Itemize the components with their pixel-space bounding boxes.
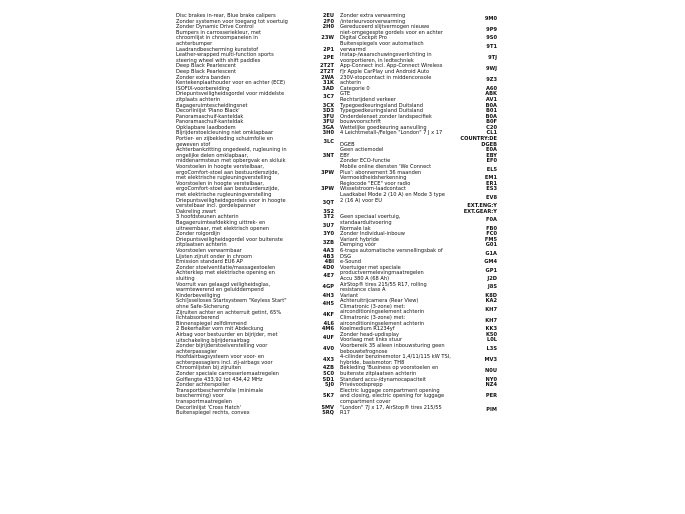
option-description: Bumpers in carrosseriekleur, met chroomlijst in chroompanelen in achterbumper <box>176 29 261 47</box>
option-description: 3 hoofdsteunen achterin <box>176 214 239 221</box>
option-description: Lijsten zijruit onder in chroom <box>176 253 253 260</box>
option-code: ES3 <box>486 186 497 193</box>
option-code: 2T2T <box>319 68 334 75</box>
option-code: 9P9 <box>486 26 497 33</box>
option-code: COUNTRY:DE <box>460 136 497 143</box>
option-description: Deep Black Pearlescent <box>176 63 237 70</box>
option-code: EF0 <box>486 158 497 165</box>
option-code: L0L <box>486 337 497 344</box>
option-code: 2PE <box>323 54 334 61</box>
option-code: J2D <box>487 275 497 282</box>
option-description: Leather-wrapped multi-function sports steering wheel with shift paddles <box>176 52 274 64</box>
option-description: Voorruit van gelaagd veiligheidsglas, warmtewerend en geluiddempend <box>176 281 271 294</box>
option-code: FM5 <box>484 236 497 243</box>
option-description: Airbag voor bestuurder en bijrijder, met uitschakeling bijrijdersairbag <box>176 331 278 344</box>
option-code: 3H0 <box>322 130 334 137</box>
option-description: Zonder rolgordijn <box>176 231 221 238</box>
option-description: Gereduceerd slijtvermogen nieuwe niet-omgegespte gordels voor en achter <box>340 24 443 36</box>
option-description: Voertuiger met speciale productvermelevingmaatregelen <box>340 264 424 277</box>
option-description: Zonder bijrijderstoelverstelling voor achterpassagier <box>176 343 268 355</box>
option-description: 2 Bekerhalter vorn mit Abdeckung <box>176 326 264 333</box>
option-description: Hoofdairbagsysteem voor voor- en achterpassagiers incl. zij-airbags voor <box>176 354 273 366</box>
option-code: 2F0 <box>323 18 334 25</box>
option-description: Panoramaschuif-kanteldak <box>176 113 244 120</box>
option-code: 4L6 <box>323 320 334 327</box>
option-description: Schl]sselloses Startsysteem "Keyless Start" ohne Safe-Sicherung <box>176 298 287 310</box>
option-code: 3GA <box>322 124 334 131</box>
option-description: Bagageruimtescheidingsnet <box>176 102 248 109</box>
option-code: J8S <box>487 284 497 291</box>
option-code: 2H0 <box>322 24 334 31</box>
option-description: bouwvoorschrift <box>340 119 381 126</box>
option-code: 23W <box>321 35 334 42</box>
option-code: 9WJ <box>485 66 497 73</box>
option-code: 4BI <box>324 259 334 266</box>
option-code: NY0 <box>485 376 497 383</box>
option-code: E0A <box>486 147 497 154</box>
option-description: Zonder stoelventilatie/massagestoelen <box>176 264 276 271</box>
option-code: F0A <box>486 217 497 224</box>
option-code: B0A <box>485 113 497 120</box>
option-description: Laadkabel Mode 2 (10 A) en Mode 3 type 2 (16 A) voor EU <box>340 192 445 204</box>
option-code: 31K <box>322 80 334 87</box>
option-code: 3LC <box>323 138 334 145</box>
option-code: 4B3 <box>323 253 334 260</box>
option-description: "London" 7J x 17, AirStop® tires 215/55 R17 <box>340 404 442 417</box>
option-code: L3S <box>486 345 497 352</box>
option-code: PER <box>485 393 497 400</box>
option-code: A60 <box>485 85 497 92</box>
option-description: Typegoedkeuringsland Duitsland <box>340 108 424 115</box>
option-code: 3NT <box>322 152 334 159</box>
option-description: Electric luggage compartment opening and closing, electric opening for luggage compartment cover <box>340 387 445 405</box>
option-code: 3FU <box>322 119 334 126</box>
option-code: EXT.ENG:Y <box>467 203 497 210</box>
option-description: Geen speciaal voertuig, standaarduitvoering <box>340 214 401 226</box>
option-code: B0A <box>485 102 497 109</box>
option-description: Zonder achterspoiler <box>176 382 230 389</box>
option-description: Zonder speciale carrosseriemaatregelen <box>176 371 280 378</box>
right-code-column <box>460 14 497 417</box>
option-description: Koelmedium R1234yf <box>340 326 395 333</box>
option-description: Mobile online diensten 'We Connect Plus': abonnement 36 maanden <box>340 164 432 176</box>
option-description: Wettelijke goedkeuring aanvulling <box>340 124 427 131</box>
option-description: 6-traps automatische versnellingsbak of DSG <box>340 247 443 260</box>
option-code: ABK <box>485 91 497 98</box>
option-description: Golflengte 433,92 tot 434,42 MHz <box>176 376 263 383</box>
option-description: Zonder Dynamic Drive Control <box>176 24 254 31</box>
option-description: Achterklep met elektrische opening en sluiting <box>176 270 275 282</box>
option-description: Voorstoelen in hoogte verstelbaar, ergoComfort-stoel aan bestuurderszijde, met elektrische rugleuningverstelling <box>176 164 280 182</box>
option-code: 4A3 <box>322 248 334 254</box>
option-code: FC0 <box>486 231 497 238</box>
option-code: 5K7 <box>322 393 334 400</box>
option-description: Dakreling zwart <box>176 208 217 215</box>
option-description: EBY <box>340 152 350 159</box>
option-description: Deep Black Pearlescent <box>176 68 237 75</box>
option-code: MV3 <box>484 357 497 364</box>
option-code: 4H5 <box>322 301 334 308</box>
option-description: Privévoodsprepp <box>340 382 383 389</box>
option-description: Achteruitrijcamera (Rear View) <box>340 298 419 305</box>
option-description: Emission standard EU6 AP <box>176 259 243 266</box>
option-description: Buitenspiegels voor automatisch verwarmd <box>340 40 424 53</box>
option-code: 4KF <box>323 312 334 319</box>
option-description: Wisselstroom-laadcontact <box>340 186 406 193</box>
option-description: Demping vóór <box>340 242 377 249</box>
option-code: 3PW <box>321 169 334 176</box>
option-code: EM1 <box>484 175 497 182</box>
option-description: Driepuntsveiligheidsgordels voor in hoogte verstelbaar incl. gordelspanner <box>176 197 286 210</box>
option-code: 5D1 <box>322 376 334 383</box>
option-description: DGEB <box>340 141 355 148</box>
option-code: KH7 <box>485 317 497 324</box>
option-description: Rechtsrijdend verkeer <box>340 96 396 103</box>
option-code: 4UF <box>322 334 334 341</box>
option-description: Zonder Individual-inbouw <box>340 231 405 238</box>
option-code: 9T1 <box>486 43 497 50</box>
option-description: Voorlaag met links stuur <box>340 337 403 344</box>
option-description: Onderdelenset zonder landspecifiek <box>340 113 432 120</box>
option-code: FB0 <box>486 225 497 232</box>
option-code: K8D <box>485 292 497 299</box>
option-code: N0U <box>485 368 497 375</box>
option-description: Panoramaschuif-kanteldak <box>176 119 244 126</box>
option-code: KA2 <box>485 298 497 305</box>
option-description: Climatronic (3-zone) met: airconditioningselement achterin <box>340 315 425 327</box>
option-description: Zonder head-updisplay <box>340 331 400 338</box>
option-description: ISOFIX-voorbereiding <box>176 85 230 92</box>
option-code: 9Z3 <box>486 77 497 84</box>
option-description: Accu 380 A (68 Ah) <box>340 275 390 282</box>
right-description-column <box>340 14 476 417</box>
option-description: Transportbeschermfolie (minimale bescherming) voor transportmaatregelen <box>176 387 264 406</box>
option-description: Decorlinlijst 'Cross Hatch' <box>176 404 242 411</box>
option-code: EV8 <box>486 194 497 201</box>
option-code: 2EU <box>322 13 334 19</box>
option-description: Voorstoelen in hoogte verstelbaar, ergoComfort-stoel aan bestuurderszijde, met elektrische rugleuningverstelling <box>176 180 280 199</box>
option-code: 3Y0 <box>323 231 334 238</box>
option-code: 2WA <box>321 74 334 81</box>
option-code: 4H3 <box>322 292 334 299</box>
option-code: 3U7 <box>322 222 334 229</box>
option-code: 4X3 <box>322 357 334 364</box>
option-code: 4GP <box>322 284 334 291</box>
option-code: 2P1 <box>323 46 334 53</box>
option-code: 4D0 <box>322 264 334 271</box>
option-code: NZ4 <box>485 382 497 389</box>
option-code: G1A <box>485 250 497 257</box>
option-code: B01 <box>486 108 497 115</box>
option-code: 3ZB <box>322 239 334 246</box>
option-description: 230V-stopcontact in middenconsole achterin <box>340 74 432 87</box>
option-code: CL1 <box>486 130 497 137</box>
option-code: GP1 <box>485 267 497 274</box>
option-code: AV1 <box>485 96 497 103</box>
option-code: EL5 <box>486 166 497 173</box>
option-code: 4V0 <box>322 345 334 352</box>
option-code: ER1 <box>486 180 497 187</box>
option-code: 5RQ <box>322 410 334 417</box>
option-code: 4E7 <box>323 273 334 280</box>
option-description: Typegoedkeuringsland Duitsland <box>340 102 424 109</box>
option-description: Voorstoelen verwarmbaar <box>176 248 242 254</box>
option-description: Geen actiemodel <box>340 147 384 154</box>
option-code: KK3 <box>485 326 497 333</box>
option-description: AirStop® tires 215/55 R17, rolling resistance class A <box>340 281 427 294</box>
option-description: Driepuntsveiligheidsgordel voor middelste zitplaats achterin <box>176 91 285 103</box>
option-description: Decorlinlijst 'Piano Black' <box>176 108 240 115</box>
option-code: G01 <box>485 242 497 249</box>
option-code: 3PW <box>321 186 334 193</box>
option-code: 9M0 <box>484 15 497 22</box>
option-description: Regiocode "ECE" voor radio <box>340 180 411 187</box>
option-code: 4M6 <box>321 326 334 333</box>
option-code: B0F <box>486 119 497 126</box>
option-description: Zonder systemen voor toegang tot voertuig <box>176 18 288 25</box>
option-code: 9TJ <box>488 54 497 61</box>
option-code: 3AD <box>322 85 334 92</box>
option-code: 2T2T <box>319 63 334 70</box>
option-description: Binnenspiegel zelfdimmend <box>176 320 247 327</box>
option-description: Zonder extra verwarming /interieurvoorverwarming <box>340 13 406 25</box>
option-description: Categorie 0 <box>340 85 370 92</box>
option-description: Zonder extra banden <box>176 74 230 81</box>
option-code: C20 <box>486 124 497 131</box>
option-description: Digital Cockpit Pro <box>340 35 387 42</box>
option-description: Climatronic (3-zone) met: airconditioningselement achterin <box>340 303 425 316</box>
option-description: Zijruiten achter en achterruit getint, 65% lichtabsorberend <box>176 309 282 322</box>
option-description: Standard accu-/dynamocapaciteit <box>340 376 427 383</box>
option-description: Voorbereik 35 alleen inbouwsturing geen bebouwtefrognose <box>340 343 445 355</box>
option-code: 5MV <box>321 404 334 411</box>
option-code: PIM <box>486 407 497 414</box>
option-description: Kentekenplaathouder voor en achter (ECE) <box>176 80 286 87</box>
option-code: 5C0 <box>323 371 334 378</box>
option-description: Achterbankzitting ongedeeld, rugleuning in ongelijke delen omklapbaar, middenarmsteun met opbergvak en skiluik <box>176 147 287 165</box>
option-code: 3D3 <box>322 108 334 115</box>
option-description: App-Connect incl. App-Connect Wireless f]r Apple CarPlay und Android Auto <box>340 63 443 75</box>
option-description: Opklapbare laadbodem <box>176 124 236 131</box>
option-description: Variant <box>340 292 359 299</box>
option-description: Kinderbeveiliging <box>176 292 221 299</box>
option-code: 9S0 <box>486 35 497 42</box>
option-description: Laadrandbescherming kunststof <box>176 46 259 53</box>
option-code: KH7 <box>485 306 497 313</box>
option-code: 3FU <box>322 113 334 120</box>
option-description: Buitenspiegel rechts, convex <box>176 410 250 417</box>
option-code: EBY <box>486 152 497 159</box>
option-description: Bekleding 'Business op voorstoelen en buitenste zitplaatsen achterin <box>340 365 439 377</box>
option-code: 3S2 <box>323 208 334 215</box>
option-description: 4 Leichtmetall-/Felgen "London" 7 J x 17 <box>340 130 443 137</box>
option-description: Normale lak <box>340 225 371 232</box>
option-description: Zonder ECO-functie <box>340 158 391 165</box>
option-code: GM4 <box>484 259 497 266</box>
option-code: 3QT <box>322 200 334 207</box>
option-code: DGEB <box>481 141 497 148</box>
option-description: GTE <box>340 91 351 98</box>
option-description: Instap-/waarschuwingsverlichting in voorportieren, in ledtechniek <box>340 52 432 64</box>
option-code: K50 <box>485 331 497 338</box>
option-description: e-Sound <box>340 259 362 266</box>
option-code: 3CX <box>322 102 334 109</box>
option-description: Vermoeidheidsherkenning <box>340 175 407 182</box>
option-code: 3C7 <box>323 94 334 101</box>
left-description-column <box>176 14 301 417</box>
option-description: Portier- en zijbekleding schuimfolie en geweven stof <box>176 136 274 148</box>
option-code: 3T2 <box>323 214 334 221</box>
option-description: Disc brakes in-rear, Blue brake calipers <box>176 13 276 19</box>
option-code: EXT.GEAR:Y <box>463 208 497 215</box>
option-description: Bagageruimteafdekking uittrek- en uitneembaar, met elektrisch openen <box>176 220 270 232</box>
option-code: 5J0 <box>325 382 334 389</box>
option-description: Variant hybride <box>340 236 380 243</box>
option-code: 4ZB <box>322 365 334 372</box>
option-description: Chroomlijsten bij zijruiten <box>176 365 242 372</box>
option-description: Bijrijderstoelcleuning niet omklapbaar <box>176 130 274 137</box>
option-description: 4-cilinder benzinemotor 1,4/11/115 kW TSI, hybride, basismotor: TH8 <box>340 354 451 366</box>
option-description: Driepuntsveiligheidsgordel voor buitenste zitplaatsen achterin <box>176 236 283 249</box>
left-code-column <box>304 14 334 417</box>
